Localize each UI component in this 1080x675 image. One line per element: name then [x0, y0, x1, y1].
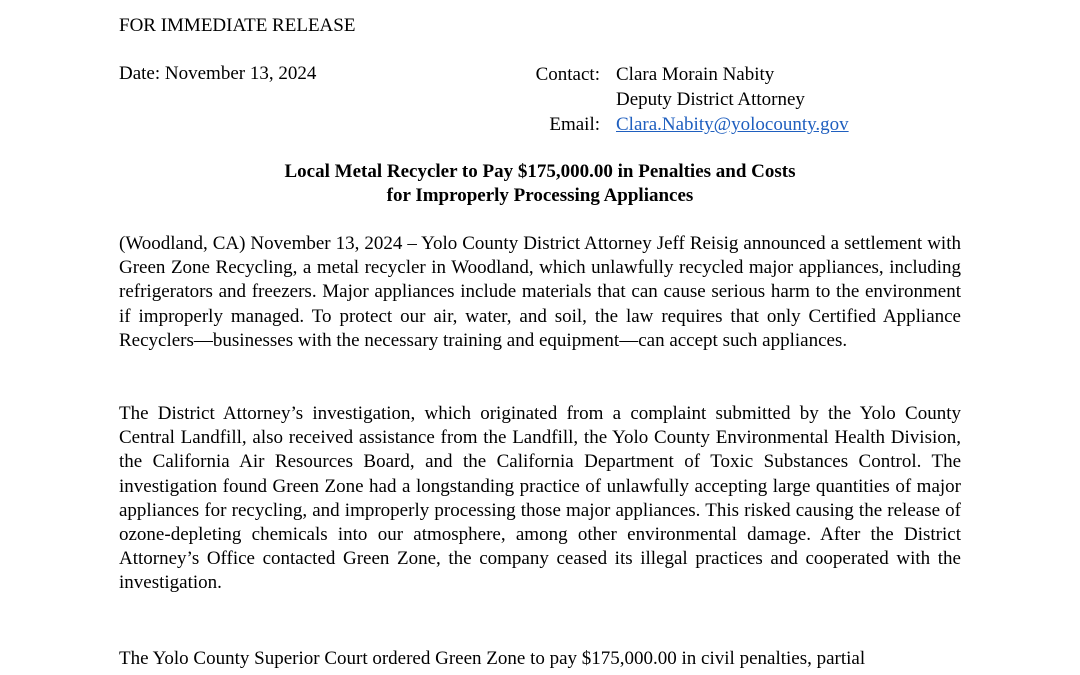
release-label: FOR IMMEDIATE RELEASE [119, 15, 356, 36]
contact-title-spacer [480, 87, 616, 112]
email-label: Email: [549, 114, 600, 135]
contact-email-row [480, 112, 849, 137]
contact-block [480, 62, 849, 137]
headline-line-2: for Improperly Processing Appliances [386, 185, 694, 206]
body-paragraph-2: The District Attorney’s investigation, which originated from a complaint submitted by the Yolo County Central Landfill, also received assistance from the Landfill, the Yolo County Environmental Health Division, the California Air Resources Board, and the California Department of Toxic Substances Control. The investigation found Green Zone had a longstanding practice of unlawfully accepting large quantities of major appliances for recycling, and improperly processing those major appliances. This risked causing the release of ozone-depleting chemicals into our atmosphere, among other environmental damage. After the District Attorney’s Office contacted Green Zone, the company ceased its illegal practices and cooperated with the investigation. [119, 403, 961, 594]
contact-title: Deputy District Attorney [616, 89, 805, 110]
contact-label: Contact: [535, 64, 600, 85]
contact-name: Clara Morain Nabity [616, 64, 775, 85]
body-paragraph-1: (Woodland, CA) November 13, 2024 – Yolo County District Attorney Jeff Reisig announced a settlement with Green Zone Recycling, a metal recycler in Woodland, which unlawfully recycled major appliances, including refrigerators and freezers. Major appliances include materials that can cause serious harm to the environment if improperly managed. To protect our air, water, and soil, the law requires that only Certified Appliance Recyclers—businesses with the necessary training and equipment—can accept such appliances. [119, 233, 961, 351]
email-link[interactable]: Clara.Nabity@yolocounty.gov [616, 114, 849, 135]
body-paragraph-3: The Yolo County Superior Court ordered Green Zone to pay $175,000.00 in civil penalties, partial [119, 648, 866, 669]
contact-name-row [480, 62, 849, 87]
headline-line-1: Local Metal Recycler to Pay $175,000.00 in Penalties and Costs [284, 161, 796, 182]
headline [119, 160, 961, 208]
date-line: Date: November 13, 2024 [119, 63, 317, 84]
contact-title-row [480, 87, 849, 112]
